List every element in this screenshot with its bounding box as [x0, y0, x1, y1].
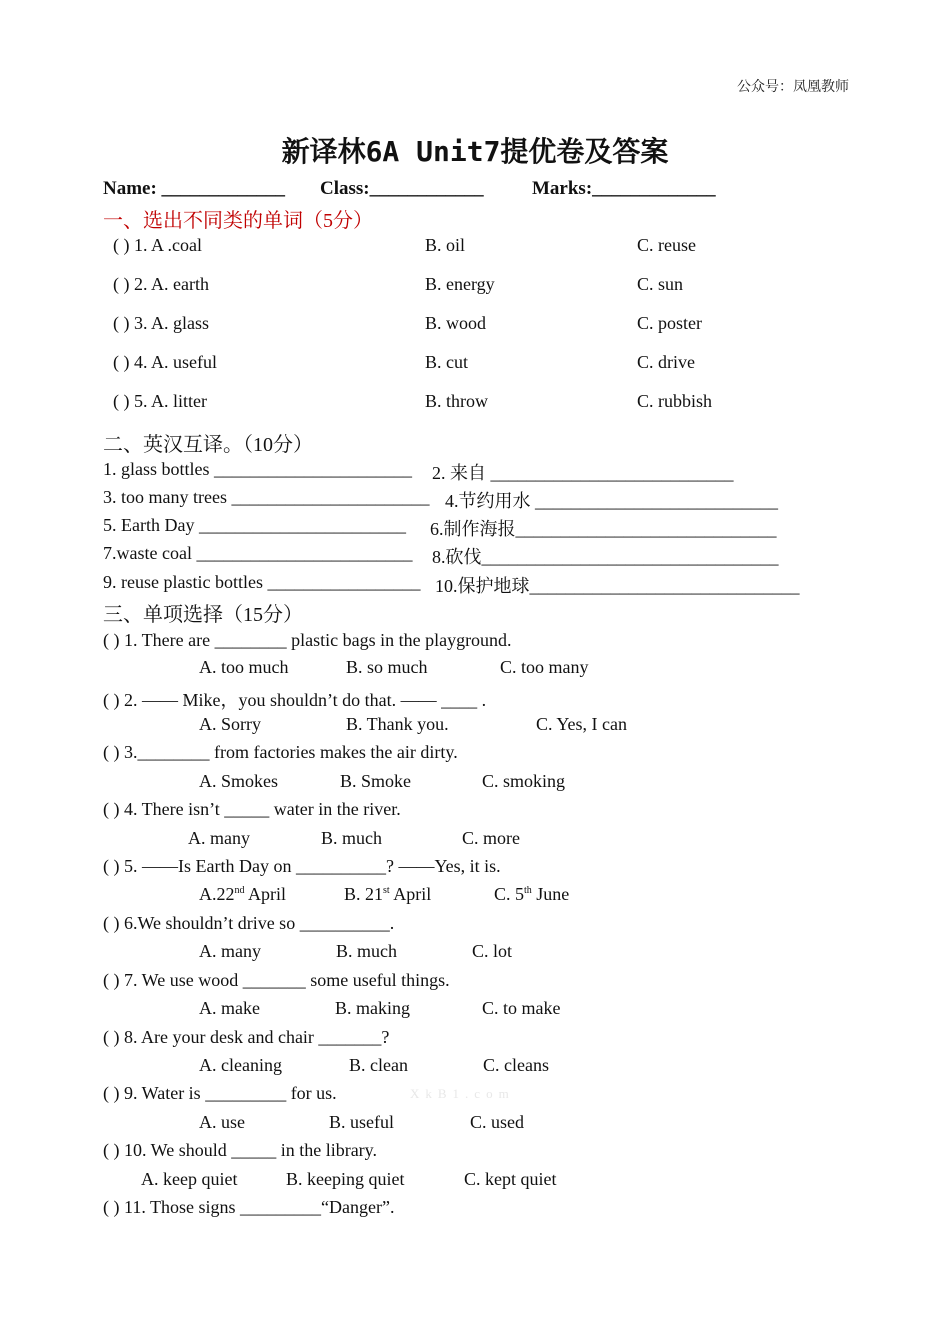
- s2-item7: 7.waste coal ________________________: [103, 543, 413, 563]
- s3-q4: ( ) 4. There isn’t _____ water in the river.: [103, 799, 401, 819]
- s3-q9-b: B. useful: [329, 1112, 394, 1132]
- s3-q8: ( ) 8. Are your desk and chair _______?: [103, 1027, 390, 1047]
- s3-q1: ( ) 1. There are ________ plastic bags in the playground.: [103, 630, 512, 650]
- s1-q1: ( ) 1. A .coal: [113, 235, 202, 255]
- s3-q5-b: B. 21st April: [344, 884, 432, 904]
- s1-q3-c: C. poster: [637, 313, 702, 333]
- s3-q5-a: A.22nd April: [199, 884, 287, 904]
- s3-q6-c: C. lot: [472, 941, 513, 961]
- s3-q6: ( ) 6.We shouldn’t drive so __________.: [103, 913, 395, 933]
- s3-q2-a: A. Sorry: [199, 714, 261, 734]
- s3-q8-b: B. clean: [349, 1055, 408, 1075]
- s3-q3-b: B. Smoke: [340, 771, 412, 791]
- s2-item2: 2. 来自 ___________________________: [432, 463, 734, 483]
- s2-item8: 8.砍伐_________________________________: [432, 547, 779, 567]
- s1-q3-b: B. wood: [425, 313, 487, 333]
- s3-q6-a: A. many: [199, 941, 261, 961]
- s1-q4-c: C. drive: [637, 352, 695, 372]
- section2-heading: 二、英汉互译。（10分）: [103, 434, 313, 456]
- s2-item1: 1. glass bottles ______________________: [103, 459, 412, 479]
- marks-label: Marks:_____________: [532, 178, 716, 199]
- s3-q6-b: B. much: [336, 941, 397, 961]
- s3-q1-c: C. too many: [500, 657, 589, 677]
- s3-q4-a: A. many: [188, 828, 250, 848]
- s3-q10-a: A. keep quiet: [141, 1169, 238, 1189]
- s3-q9-a: A. use: [199, 1112, 245, 1132]
- s3-q5: ( ) 5. ——Is Earth Day on __________? ——Yes, it is.: [103, 856, 501, 876]
- s2-item4: 4.节约用水 ___________________________: [445, 491, 778, 511]
- name-label: Name: _____________: [103, 178, 286, 199]
- s1-q5-b: B. throw: [425, 391, 488, 411]
- s1-q1-c: C. reuse: [637, 235, 696, 255]
- s2-item10: 10.保护地球______________________________: [435, 576, 800, 596]
- s1-q5-c: C. rubbish: [637, 391, 713, 411]
- section1-heading: 一、选出不同类的单词（5分）: [103, 210, 373, 232]
- s2-item6: 6.制作海报_____________________________: [430, 519, 777, 539]
- s3-q10-c: C. kept quiet: [464, 1169, 557, 1189]
- class-label: Class:____________: [320, 178, 484, 199]
- s3-q8-c: C. cleans: [483, 1055, 549, 1075]
- s1-q1-b: B. oil: [425, 235, 466, 255]
- s3-q10-b: B. keeping quiet: [286, 1169, 405, 1189]
- s3-q1-a: A. too much: [199, 657, 289, 677]
- s3-q3-c: C. smoking: [482, 771, 566, 791]
- s1-q3: ( ) 3. A. glass: [113, 313, 209, 333]
- faint-watermark: XkB1.com: [410, 1086, 515, 1101]
- s1-q2: ( ) 2. A. earth: [113, 274, 209, 294]
- s3-q9-c: C. used: [470, 1112, 524, 1132]
- s1-q2-b: B. energy: [425, 274, 495, 294]
- s3-q4-b: B. much: [321, 828, 382, 848]
- section3-heading: 三、单项选择（15分）: [103, 604, 303, 626]
- s3-q10: ( ) 10. We should _____ in the library.: [103, 1140, 378, 1160]
- s3-q2-b: B. Thank you.: [346, 714, 449, 734]
- s2-item3: 3. too many trees ______________________: [103, 487, 430, 507]
- s3-q7: ( ) 7. We use wood _______ some useful things.: [103, 970, 450, 990]
- s2-item9: 9. reuse plastic bottles _________________: [103, 572, 421, 592]
- watermark-text: 公众号：凤凰教师: [737, 80, 849, 95]
- s3-q9: ( ) 9. Water is _________ for us.: [103, 1083, 337, 1103]
- s1-q4: ( ) 4. A. useful: [113, 352, 217, 372]
- s1-q5: ( ) 5. A. litter: [113, 391, 207, 411]
- s3-q7-b: B. making: [335, 998, 410, 1018]
- s3-q3-a: A. Smokes: [199, 771, 279, 791]
- s3-q3: ( ) 3.________ from factories makes the air dirty.: [103, 742, 458, 762]
- s3-q2-c: C. Yes, I can: [536, 714, 628, 734]
- s2-item5: 5. Earth Day _______________________: [103, 515, 406, 535]
- s3-q2: ( ) 2. —— Mike，you shouldn’t do that. —— ____ .: [103, 690, 487, 710]
- s3-q5-c: C. 5th June: [494, 884, 570, 904]
- s3-q11: ( ) 11. Those signs _________“Danger”.: [103, 1197, 395, 1217]
- s1-q4-b: B. cut: [425, 352, 468, 372]
- s3-q1-b: B. so much: [346, 657, 428, 677]
- s3-q4-c: C. more: [462, 828, 520, 848]
- s3-q8-a: A. cleaning: [199, 1055, 282, 1075]
- page-title: 新译林6A Unit7提优卷及答案: [281, 135, 669, 168]
- s1-q2-c: C. sun: [637, 274, 684, 294]
- s3-q7-c: C. to make: [482, 998, 561, 1018]
- s3-q7-a: A. make: [199, 998, 260, 1018]
